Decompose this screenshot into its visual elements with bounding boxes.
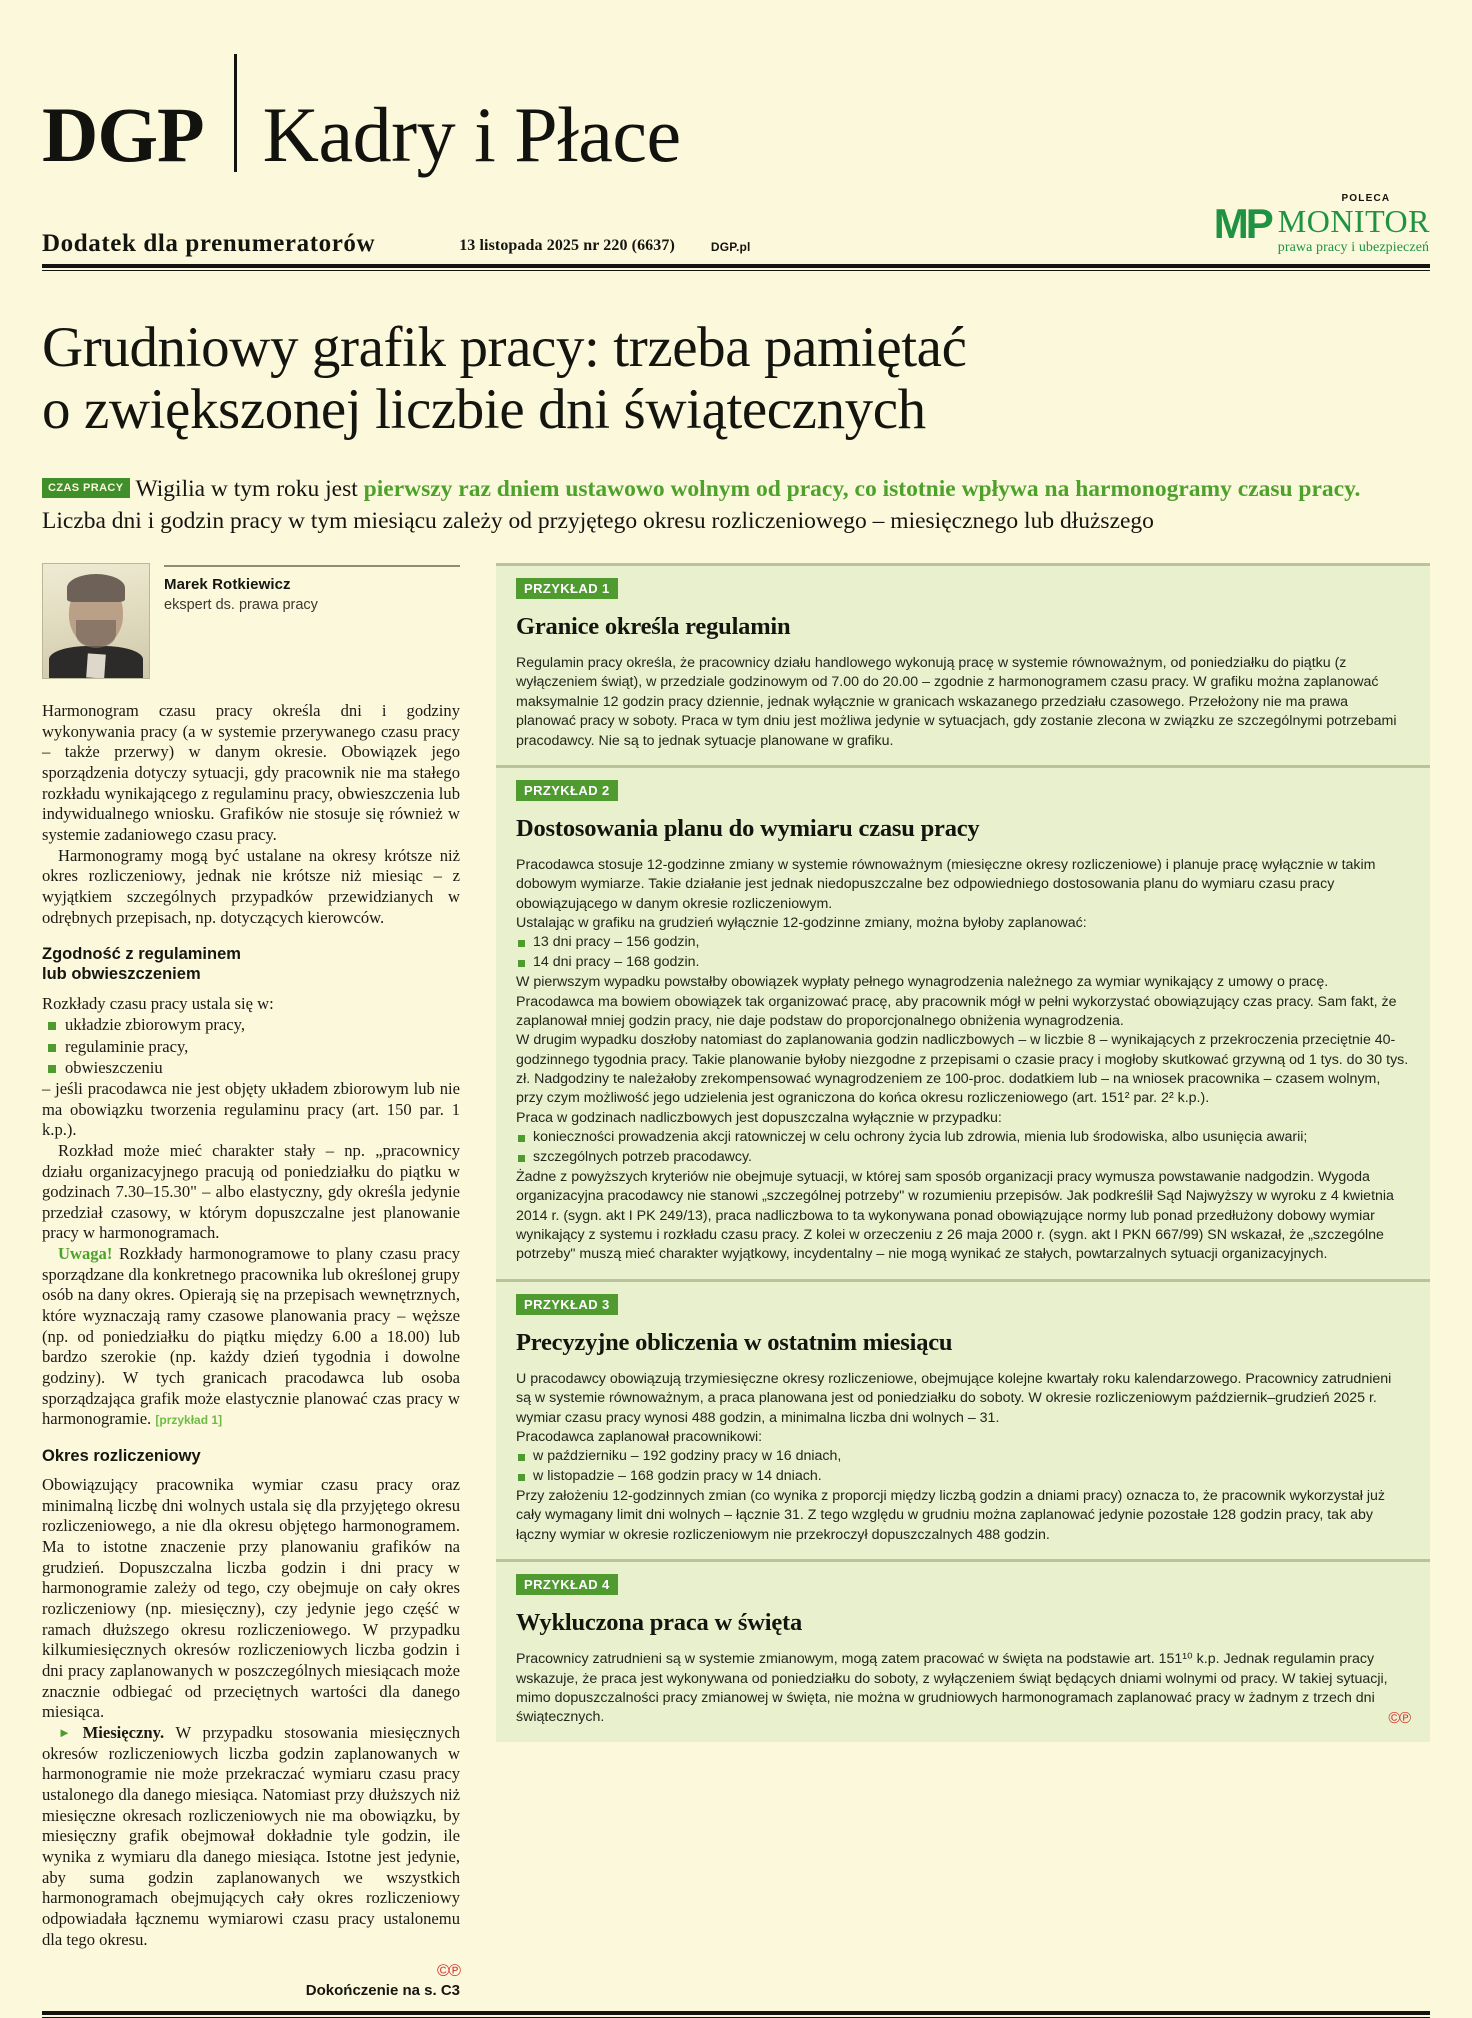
paragraph-miesieczny: [42, 1723, 460, 1950]
example-tag: PRZYKŁAD 1: [516, 578, 618, 599]
box-rule: [496, 1559, 1430, 1562]
example-body: [516, 856, 1410, 1265]
heading-line-2: lub obwieszczeniem: [42, 965, 201, 984]
example-title: Granice określa regulamin: [516, 613, 791, 641]
heading-line-1: Zgodność z regulaminem: [42, 945, 241, 964]
example-tag: PRZYKŁAD 3: [516, 1294, 618, 1315]
example-bullet-list: [516, 1447, 1410, 1487]
paragraph: Pracodawca stosuje 12-godzinne zmiany w systemie równoważnym (miesięczne okresy rozliczeniowe) i planuje pracę wyłącznie w takim dobowym wymiarze. Takie działanie jest jednak niedopuszczalne bez odpowiedniego dostosowania planu do wymiaru czasu pracy obowiązującego w danym okresie rozliczeniowym.: [516, 856, 1376, 912]
mp-monogram-icon: MP: [1213, 200, 1271, 248]
lead-part-2: Liczba dni i godzin pracy w tym miesiącu zależy od przyjętego okresu rozliczeniowego – miesięcznego lub dłuższego: [42, 507, 1154, 534]
miesieczny-text: W przypadku stosowania miesięcznych okresów rozliczeniowych liczba godzin zaplanowanych w harmonogramie nie może przekraczać wymiaru czasu pracy ustalonego dla danego miesiąca. Natomiast przy dłuższych niż miesięczne okresach rozliczeniowych nie ma obowiązku, by miesięczny grafik obejmował dokładnie tyle godzin, ile wynika z wymiaru dla danego miesiąca. Istotne jest jedynie, aby suma godzin zaplanowanych we wszystkich harmonogramach obejmujących cały okres rozliczeniowy odpowiadała łącznemu wymiarowi czasu pracy ustalonemu dla tego okresu.: [42, 1723, 460, 1949]
list-item: 13 dni pracy – 156 godzin,: [516, 933, 1410, 953]
copyright-mark: ©℗: [1388, 1709, 1410, 1727]
paragraph: Harmonogramy mogą być ustalane na okresy krótsze niż okres rozliczeniowy, jednak nie krótsze niż miesiąc – z wyjątkiem szczególnych przypadków przewidzianych w odrębnych przepisach, np. dotyczących kierowców.: [42, 845, 460, 927]
logo-kadry-i-place: Kadry i Płace: [262, 90, 681, 178]
continuation-note: Dokończenie na s. C3: [305, 1982, 460, 2000]
monitor-name: MONITOR: [1277, 203, 1430, 240]
partner-logo: [1214, 193, 1430, 256]
example-box-4: [496, 1559, 1430, 1742]
paragraph: W pierwszym wypadku powstałby obowiązek wypłaty pełnego wynagrodzenia należnego za wymiar wynikający z umowy o pracę. Pracodawca ma bowiem obowiązek tak organizować pracę, aby pracownik mógł w pełni wykorzystać obowiązujący czas pracy. Sam fakt, że zaplanował mniej godzin pracy, nie daje podstaw do proporcjonalnego obniżenia wynagrodzenia.: [516, 974, 1397, 1029]
logo-divider: [234, 54, 237, 172]
example-title: Precyzyjne obliczenia w ostatnim miesiącu: [516, 1328, 953, 1356]
paragraph: Ustalając w grafiku na grudzień wyłącznie 12-godzinne zmiany, można byłoby zaplanować:: [516, 915, 1087, 932]
example-body: [516, 1650, 1410, 1728]
lead-part-1: Wigilia w tym roku jest: [135, 476, 364, 503]
section-heading-zgodnosc: [42, 944, 460, 984]
paragraph: Harmonogram czasu pracy określa dni i godziny wykonywania pracy (a w systemie przerywanego czasu pracy – także przerwy) w danym okresie. Obowiązek jego sporządzenia dotyczy sytuacji, gdy pracownik nie ma stałego rozkładu wynikającego z regulaminu pracy, obwieszczenia lub indywidualnego wniosku. Grafików nie stosuje się również w systemie zadaniowego czasu pracy.: [42, 701, 460, 844]
list-item: konieczności prowadzenia akcji ratowniczej w celu ochrony życia lub zdrowia, mienia lub środowiska, albo usunięcia awarii;: [516, 1128, 1410, 1148]
example-tag: PRZYKŁAD 2: [516, 780, 618, 801]
uwaga-label: Uwaga!: [58, 1244, 113, 1264]
box-rule: [496, 563, 1430, 566]
article-footer: [42, 1962, 460, 2001]
paragraph: Żadne z powyższych kryteriów nie obejmuje sytuacji, w której sam sposób organizacji pracy wymusza powstawanie nadgodzin. Wygoda organizacyjna pracodawcy nie stanowi „szczególnej potrzeby" w rozumieniu przepisów. Jak podkreślił Sąd Najwyższy w wyroku z 4 kwietnia 2014 r. (sygn. akt I PK 249/13), praca nadliczbowa to ta wykonywana ponad obowiązujące normy lub ponad przedłużony dobowy wymiar wynikający z systemu i rozkładu czasu pracy. Z kolei w orzeczeniu z 26 maja 2000 r. (sygn. akt I PKN 667/99) SN wskazał, że „szczególne potrzeby" muszą mieć charakter wyjątkowy, incydentalny – nie mogą wynikać ze stałych, powtarzalnych sytuacji organizacyjnych.: [516, 1168, 1394, 1263]
example-body: [516, 654, 1410, 751]
miesieczny-label: Miesięczny.: [82, 1723, 165, 1743]
article-column: [42, 563, 460, 2001]
author-block: [42, 563, 460, 679]
paragraph: U pracodawcy obowiązują trzymiesięczne okresy rozliczeniowe, obejmujące kolejne kwartały roku kalendarzowego. Pracownicy zatrudnieni są w systemie równoważnym, a praca planowana jest od poniedziałku do soboty. W okresie rozliczeniowym październik–grudzień 2025 r. wymiar czasu pracy wynosi 488 godzin, a minimalna liczba dni wolnych – 31.: [516, 1370, 1392, 1426]
page-title: [42, 317, 1430, 440]
site-label: DGP.pl: [710, 240, 751, 254]
example-bullet-list-2: [516, 1128, 1410, 1168]
supplement-label: Dodatek dla prenumeratorów: [42, 230, 376, 257]
section-tag-czas-pracy: CZAS PRACY: [42, 478, 130, 498]
box-rule: [496, 765, 1430, 768]
rules-bullet-list: [42, 1014, 460, 1079]
paragraph: Obowiązujący pracownika wymiar czasu pracy oraz minimalną liczbę dni wolnych ustala się dla przyjętego okresu rozliczeniowego, a nie dla okresu objętego harmonogramem. Ma to istotne znaczenie przy planowaniu grafików na grudzień. Dopuszczalna liczba godzin i dni pracy w harmonogramie zależy od tego, czy obejmuje on cały okres rozliczeniowy (np. miesięczny), czy jedynie jego część w ramach dłuższego okresu rozliczeniowego. W przypadku kilkumiesięcznych okresów rozliczeniowych liczba godzin i dni pracy zaplanowanych w poszczególnych miesiącach może znacznie odbiegać od przeciętnych wartości dla danego miesiąca.: [42, 1475, 460, 1722]
paragraph: Rozkłady czasu pracy ustala się w:: [42, 993, 274, 1013]
paragraph: Praca w godzinach nadliczbowych jest dopuszczalna wyłącznie w przypadku:: [516, 1109, 1002, 1126]
paragraph: Przy założeniu 12-godzinnych zmian (co wynika z proporcji między liczbą godzin a dniami pracy) oznacza to, że pracownik wykorzystał już cały wymagany limit dni wolnych – łącznie 31. Z tego względu w grudniu można zaplanować jedynie pozostałe 128 godzin pracy, tak aby łączny wymiar w okresie rozliczeniowym nie przekroczył dopuszczalnych 488 godzin.: [516, 1488, 1385, 1543]
headline-line-2: o zwiększonej liczbie dni świątecznych: [42, 377, 926, 441]
lead-paragraph: [42, 474, 1430, 537]
example-tag: PRZYKŁAD 4: [516, 1574, 618, 1595]
examples-column: [496, 563, 1430, 1742]
list-item: układzie zbiorowym pracy,: [42, 1014, 460, 1036]
uwaga-text: Rozkłady harmonogramowe to plany czasu pracy sporządzane dla konkretnego pracownika lub określonej grupy osób na dany okres. Opierają się na przepisach wewnętrznych, które wyznaczają ramy czasowe planowania pracy – węższe (np. od poniedziałku do piątku między 6.00 a 18.00) lub bardzo szerokie (np. każdy dzień tygodnia i dowolne godziny). W tych granicach pracodawca lub osoba sporządzająca grafik może elastycznie planować czas pracy w harmonogramie.: [42, 1244, 460, 1429]
copyright-mark: ©℗: [436, 1961, 460, 1981]
author-role: ekspert ds. prawa pracy: [164, 597, 318, 614]
list-item: w październiku – 192 godziny pracy w 16 dniach,: [516, 1447, 1410, 1467]
paragraph-uwaga: [42, 1244, 460, 1430]
list-item: obwieszczeniu: [42, 1057, 460, 1079]
list-item: szczególnych potrzeb pracodawcy.: [516, 1148, 1410, 1168]
logo-dgp: DGP: [42, 90, 204, 178]
list-item: regulaminie pracy,: [42, 1036, 460, 1058]
paragraph: W drugim wypadku doszłoby natomiast do zaplanowania godzin nadliczbowych – w liczbie 8 – wynikających z przekroczenia przeciętnie 40-godzinnego tygodnia pracy. Takie planowanie byłoby niezgodne z przepisami o czasie pracy i mogłoby skutkować grzywną od 1 tys. do 30 tys. zł. Nadgodziny te należałoby zrekompensować wynagrodzeniem ze 100-proc. dodatkiem lub – na wniosek pracownika – czasem wolnym, przy czym możliwość jego udzielenia jest ograniczona do końca okresu rozliczeniowego (art. 151² par. 2² k.p.).: [516, 1032, 1409, 1107]
author-photo: [42, 563, 150, 679]
example-title: Dostosowania planu do wymiaru czasu pracy: [516, 814, 980, 842]
author-name: Marek Rotkiewicz: [164, 576, 291, 594]
footer-rule: [42, 2011, 1430, 2018]
example-title: Wykluczona praca w święta: [516, 1609, 803, 1637]
example-box-1: [496, 563, 1430, 765]
list-item: 14 dni pracy – 168 godzin.: [516, 953, 1410, 973]
monitor-tagline: prawa pracy i ubezpieczeń: [1277, 240, 1430, 255]
paragraph: – jeśli pracodawca nie jest objęty układem zbiorowym lub nie ma obowiązku tworzenia regulaminu pracy (art. 150 par. 1 k.p.).: [42, 1078, 460, 1140]
list-item: w listopadzie – 168 godzin pracy w 14 dniach.: [516, 1467, 1410, 1487]
content-columns: [42, 563, 1430, 2001]
issue-line: 13 listopada 2025 nr 220 (6637): [459, 237, 675, 254]
section-heading-okres: Okres rozliczeniowy: [42, 1447, 201, 1466]
example-bullet-list: [516, 933, 1410, 973]
poleca-label: POLECA: [1341, 193, 1391, 205]
example-box-3: [496, 1279, 1430, 1559]
masthead-subheader: [42, 193, 1430, 258]
headline-line-1: Grudniowy grafik pracy: trzeba pamiętać: [42, 316, 967, 379]
lead-highlight: pierwszy raz dniem ustawowo wolnym od pracy, co istotnie wpływa na harmonogramy czasu pracy.: [363, 476, 1361, 503]
example-box-2: [496, 765, 1430, 1279]
author-rule: [164, 565, 460, 567]
example-reference[interactable]: [przykład 1]: [155, 1413, 223, 1428]
paragraph: Pracownicy zatrudnieni są w systemie zmianowym, mogą zatem pracować w święta na podstawie art. 151¹⁰ k.p. Jednak regulamin pracy wskazuje, że praca jest wykonywana od poniedziałku do soboty, z wyłączeniem świąt będących dniami wolnymi od pracy. W takiej sytuacji, mimo dopuszczalności pracy zmianowej w święta, nie można w grudniowych harmonogramach zaplanować pracy w żadnym z trzech dni świątecznych.: [516, 1651, 1388, 1726]
arrow-icon: ►: [58, 1725, 71, 1741]
article-body: [42, 701, 460, 2001]
paragraph: Pracodawca zaplanował pracownikowi:: [516, 1428, 763, 1445]
header-rule: [42, 264, 1430, 271]
box-rule: [496, 1279, 1430, 1282]
example-body: [516, 1370, 1410, 1545]
paragraph: Rozkład może mieć charakter stały – np. „pracownicy działu organizacyjnego pracują od poniedziałku do piątku w godzinach 7.30–15.30" – albo elastyczny, gdy określa jedynie przedział czasowy, w którym dopuszczalne jest planowanie pracy w harmonogramach.: [42, 1140, 460, 1243]
masthead: [42, 0, 1430, 178]
paragraph: Regulamin pracy określa, że pracownicy działu handlowego wykonują pracę w systemie równoważnym, od poniedziałku do piątku (z wyłączeniem świąt), w przedziale godzinowym od 7.00 do 20.00 – zgodnie z harmonogramem czasu pracy. W grafiku można zaplanować maksymalnie 12 godzin pracy dziennie, jednak wyłącznie w granicach wskazanego przedziału czasowego. Przełożony nie ma prawa planować pracy w soboty. Praca w tym dniu jest możliwa jedynie w sytuacjach, gdy zostanie zlecona w związku ze szczególnymi potrzebami pracodawcy. Nie są to jednak sytuacje planowane w grafiku.: [516, 655, 1397, 749]
